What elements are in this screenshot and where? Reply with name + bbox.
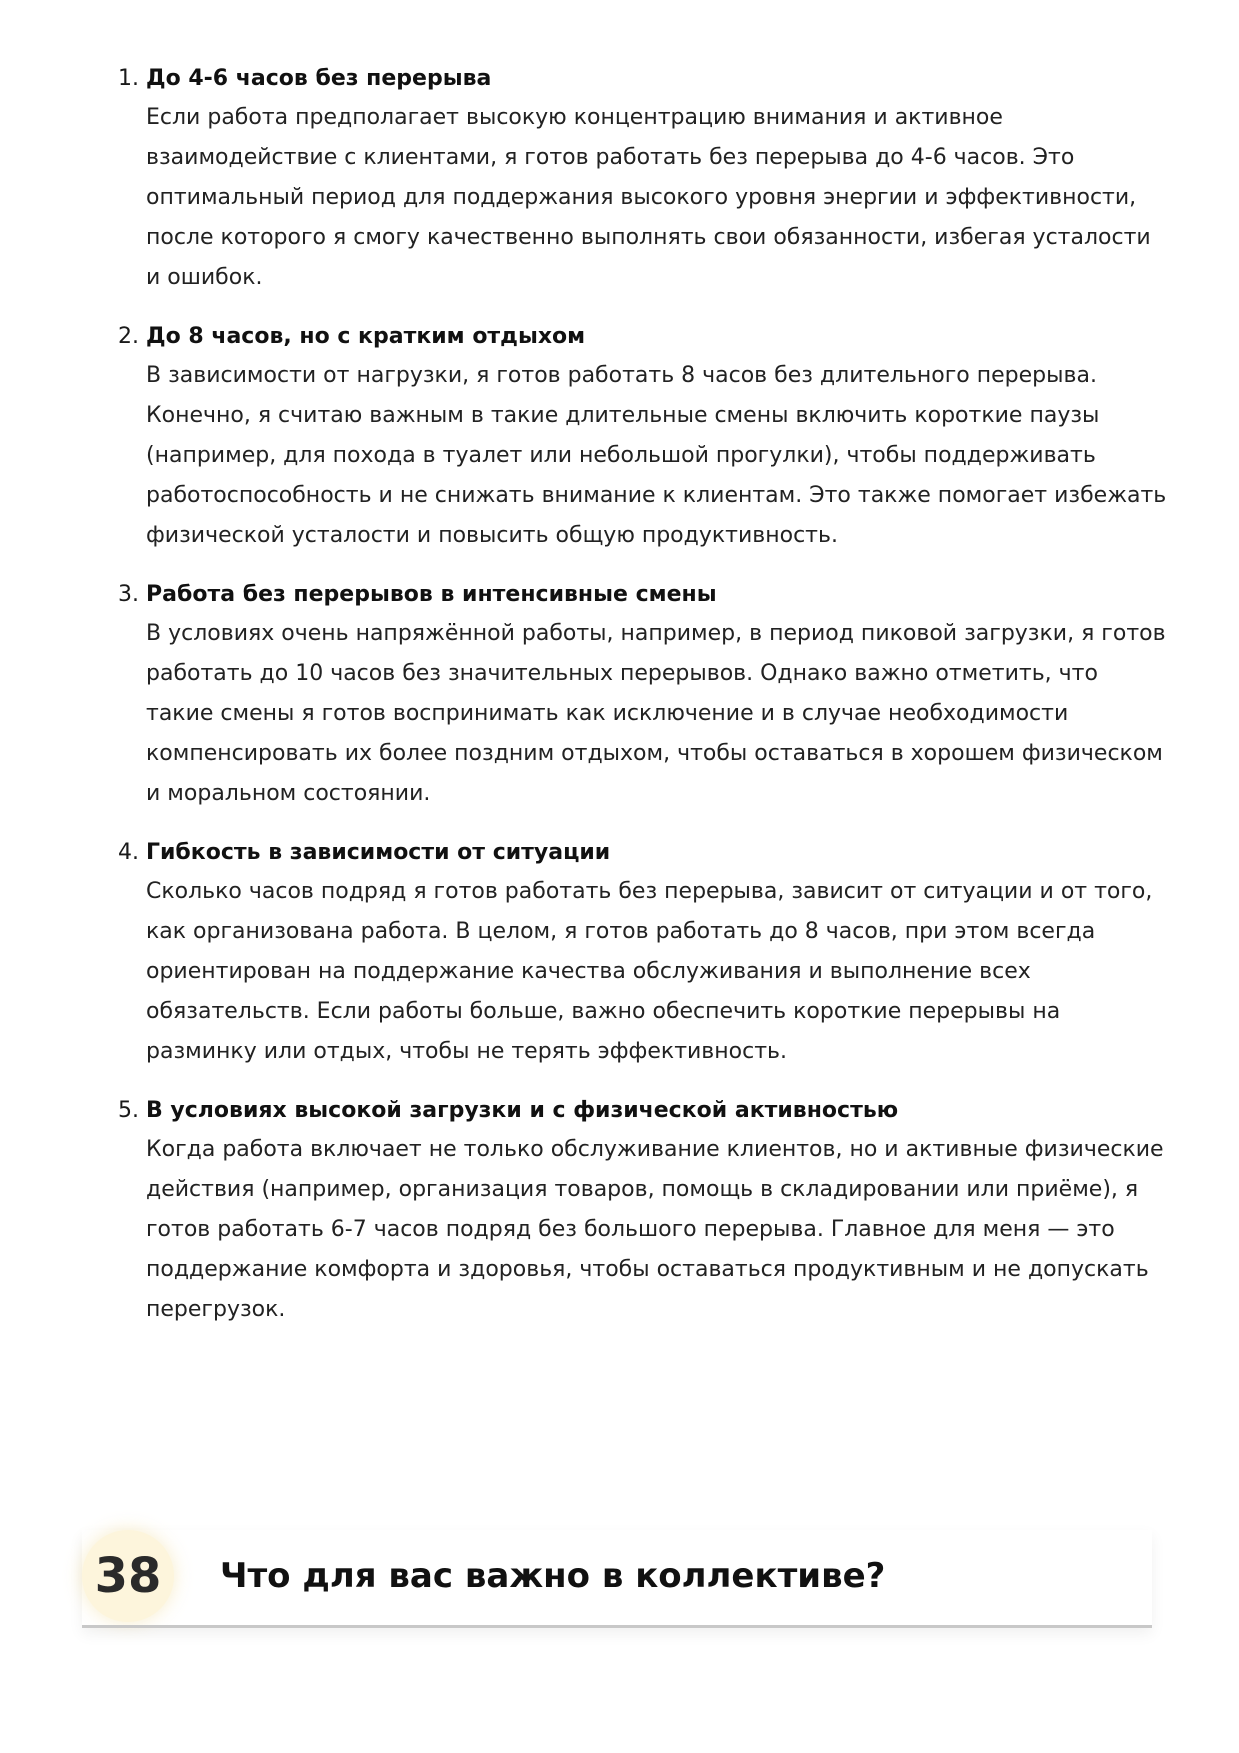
answer-text: В зависимости от нагрузки, я готов работать 8 часов без длительного перерыва. Конечно, я считаю важным в такие длительные смены включить короткие паузы (например, для похода в туалет или небольшой прогулки), чтобы поддерживать работоспособность и не снижать внимание к клиентам. Это также помогает избежать физической усталости и повысить общую продуктивность.	[146, 363, 1167, 548]
answer-heading: Работа без перерывов в интенсивные смены	[146, 582, 717, 607]
answer-text: Если работа предполагает высокую концентрацию внимания и активное взаимодействие с клиентами, я готов работать без перерыва до 4-6 часов. Это оптимальный период для поддержания высокого уровня энергии и эффективности, после которого я смогу качественно выполнять свои обязанности, избегая усталости и ошибок.	[146, 105, 1151, 290]
answer-number: 3.	[118, 582, 139, 607]
question-number-badge: 38	[82, 1530, 174, 1622]
answer-list	[110, 60, 1170, 1350]
answer-heading: До 4-6 часов без перерыва	[146, 66, 492, 91]
question-header	[82, 1530, 1152, 1628]
answer-item	[110, 834, 1170, 1072]
answer-heading: В условиях высокой загрузки и с физической активностью	[146, 1098, 899, 1123]
answer-text: Сколько часов подряд я готов работать без перерыва, зависит от ситуации и от того, как организована работа. В целом, я готов работать до 8 часов, при этом всегда ориентирован на поддержание качества обслуживания и выполнение всех обязательств. Если работы больше, важно обеспечить короткие перерывы на разминку или отдых, чтобы не терять эффективность.	[146, 879, 1153, 1064]
answer-item	[110, 318, 1170, 556]
answer-text: В условиях очень напряжённой работы, например, в период пиковой загрузки, я готов работать до 10 часов без значительных перерывов. Однако важно отметить, что такие смены я готов воспринимать как исключение и в случае необходимости компенсировать их более поздним отдыхом, чтобы оставаться в хорошем физическом и моральном состоянии.	[146, 621, 1166, 806]
answer-text: Когда работа включает не только обслуживание клиентов, но и активные физические действия (например, организация товаров, помощь в складировании или приёме), я готов работать 6-7 часов подряд без большого перерыва. Главное для меня — это поддержание комфорта и здоровья, чтобы оставаться продуктивным и не допускать перегрузок.	[146, 1137, 1164, 1322]
answer-heading: До 8 часов, но с кратким отдыхом	[146, 324, 586, 349]
answer-number: 1.	[118, 66, 139, 91]
question-title: Что для вас важно в коллективе?	[220, 1556, 886, 1596]
answer-number: 2.	[118, 324, 139, 349]
answer-item	[110, 576, 1170, 814]
answer-heading: Гибкость в зависимости от ситуации	[146, 840, 611, 865]
answer-number: 4.	[118, 840, 139, 865]
answer-item	[110, 1092, 1170, 1330]
divider	[82, 1625, 1152, 1628]
answer-item	[110, 60, 1170, 298]
answer-number: 5.	[118, 1098, 139, 1123]
